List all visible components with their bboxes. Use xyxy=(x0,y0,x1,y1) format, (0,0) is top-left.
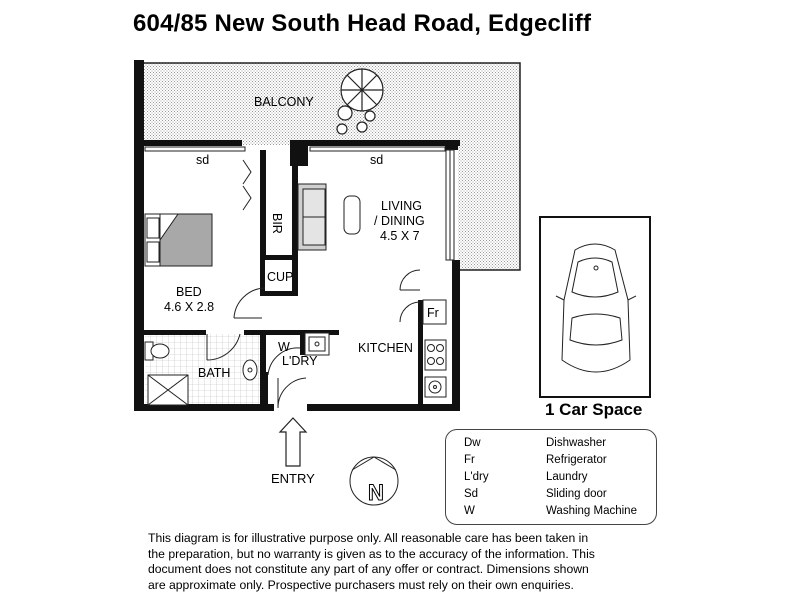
living-label: LIVING xyxy=(381,199,422,213)
legend-row xyxy=(464,471,588,483)
legend-code: L'dry xyxy=(464,471,489,483)
legend-meaning: Refrigerator xyxy=(546,454,607,466)
kitchen-label: KITCHEN xyxy=(358,341,413,355)
laundry-label: L'DRY xyxy=(282,354,318,368)
disclaimer-line: This diagram is for illustrative purpose only. All reasonable care has been taken in xyxy=(148,531,589,545)
legend xyxy=(445,429,657,525)
entry-label: ENTRY xyxy=(271,471,315,486)
entry-arrow-icon xyxy=(280,418,306,466)
legend-row xyxy=(464,437,606,449)
living-dims: 4.5 X 7 xyxy=(380,229,420,243)
car-space-label: 1 Car Space xyxy=(545,400,643,419)
basin-icon xyxy=(243,360,257,380)
legend-meaning: Dishwasher xyxy=(546,437,607,449)
living-label-2: / DINING xyxy=(374,214,425,228)
disclaimer-line: are approximate only. Prospective purchasers must rely on their own enquiries. xyxy=(148,577,574,592)
balcony-label: BALCONY xyxy=(254,95,314,109)
bed-icon xyxy=(145,214,212,266)
laundry-tub-icon xyxy=(305,333,329,355)
sofa-icon xyxy=(298,184,326,250)
kitchen-sink-icon xyxy=(425,377,446,397)
legend-row xyxy=(464,488,607,500)
bed-label: BED xyxy=(176,285,202,299)
entry-door xyxy=(278,378,306,408)
page-title: 604/85 New South Head Road, Edgecliff xyxy=(133,10,592,37)
car-space xyxy=(540,217,650,397)
sliding-door-label-left: sd xyxy=(196,153,210,167)
cooktop-icon xyxy=(425,340,446,370)
legend-code: Fr xyxy=(464,454,475,466)
compass-letter: N xyxy=(368,480,384,505)
legend-code: W xyxy=(464,505,475,517)
disclaimer-line: document does not constitute any part of any offer or contract. Dimensions shown xyxy=(148,562,589,576)
legend-row xyxy=(464,454,607,466)
bed-dims: 4.6 X 2.8 xyxy=(164,300,215,314)
legend-row xyxy=(464,505,637,517)
washer-label: W xyxy=(278,340,290,354)
disclaimer xyxy=(148,531,648,593)
legend-meaning: Sliding door xyxy=(546,488,607,500)
sliding-door-label-right: sd xyxy=(370,153,384,167)
legend-meaning: Laundry xyxy=(546,471,588,483)
fridge-door xyxy=(400,270,420,322)
coffee-table-icon xyxy=(344,196,360,234)
cupboard-label: CUP xyxy=(267,270,294,284)
bath-label: BATH xyxy=(198,366,231,380)
robe-doors xyxy=(243,160,251,210)
compass-icon xyxy=(350,457,398,505)
disclaimer-line: the preparation, but no warranty is given as to the accuracy of the information. This xyxy=(148,546,595,561)
shower-icon xyxy=(148,375,188,405)
fridge-label: Fr xyxy=(427,306,439,320)
legend-code: Sd xyxy=(464,488,479,500)
bir-label: BIR xyxy=(270,213,284,234)
legend-code: Dw xyxy=(464,437,481,449)
legend-meaning: Washing Machine xyxy=(546,505,637,517)
